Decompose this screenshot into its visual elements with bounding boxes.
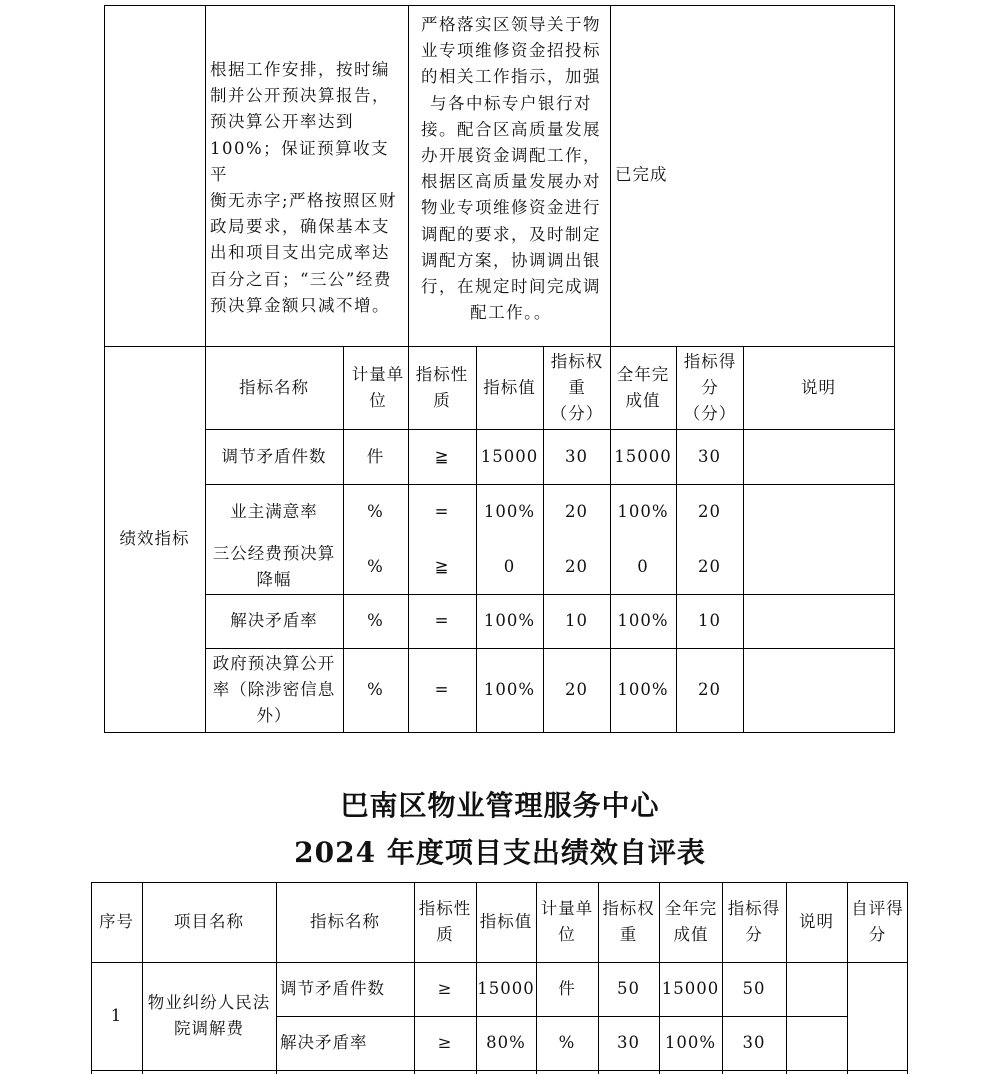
header-weight: 指标权重（分）: [550, 351, 604, 423]
bheader-seq: 序号: [99, 912, 134, 931]
row2-score: 20: [698, 501, 721, 521]
row3-name: 三公经费预决算降幅: [212, 543, 336, 589]
row2-name: 业主满意率: [230, 501, 318, 521]
bheader-weight: 指标权重: [602, 899, 655, 944]
project-seq: 1: [110, 1006, 123, 1025]
project-name: 物业纠纷人民法院调解费: [147, 993, 271, 1038]
row2-value: 100%: [483, 501, 536, 521]
row1-weight: 30: [565, 446, 588, 466]
row3-completed: 0: [637, 556, 649, 576]
bheader-project: 项目名称: [174, 912, 244, 931]
bheader-unit: 计量单位: [540, 899, 594, 944]
brow2-name: 解决矛盾率: [280, 1033, 368, 1052]
brow1-weight: 50: [617, 979, 640, 998]
row1-unit: 件: [366, 446, 385, 466]
brow2-unit: %: [558, 1033, 576, 1052]
row5-completed: 100%: [617, 680, 669, 699]
header-nature: 指标性质: [415, 364, 469, 410]
row3-score: 20: [698, 556, 721, 576]
brow2-score: 30: [742, 1033, 766, 1052]
bheader-nature: 指标性质: [418, 899, 472, 944]
header-value: 指标值: [483, 377, 536, 397]
row3-nature: ≧: [434, 556, 450, 576]
row5-nature: =: [434, 680, 450, 699]
goal-description: 根据工作安排，按时编 制并公开预决算报告， 预决算公开率达到 100%；保证预算收支平 衡无赤字;严格按照区财 政局要求，确保基本支 出和项目支出完成率达 百分之百；“三公”经费 预决算金额只减不增。: [210, 60, 398, 315]
row5-value: 100%: [483, 680, 536, 699]
document-title: 巴南区物业管理服务中心: [340, 789, 660, 822]
row5-unit: %: [367, 680, 384, 699]
brow1-value: 15000: [477, 979, 535, 998]
row5-weight: 20: [565, 680, 588, 699]
row5-name: 政府预决算公开率（除涉密信息外）: [212, 654, 336, 725]
header-unit: 计量单位: [351, 364, 405, 410]
row3-unit: %: [367, 556, 384, 576]
status-text: 已完成: [615, 165, 668, 184]
row4-name: 解决矛盾率: [230, 611, 318, 630]
row4-value: 100%: [483, 611, 536, 630]
row5-score: 20: [698, 680, 721, 699]
header-completed: 全年完成值: [616, 364, 670, 410]
row1-completed: 15000: [614, 446, 672, 466]
row1-name: 调节矛盾件数: [221, 446, 327, 466]
bheader-completed: 全年完成值: [664, 899, 718, 944]
row3-weight: 20: [565, 556, 588, 576]
brow2-completed: 100%: [664, 1033, 717, 1052]
header-score: 指标得分（分）: [683, 351, 737, 423]
row4-nature: =: [434, 611, 450, 630]
bheader-score: 指标得分: [727, 899, 781, 944]
bheader-indicator-name: 指标名称: [310, 912, 380, 931]
header-indicator-name: 指标名称: [239, 377, 309, 397]
row2-nature: =: [434, 501, 450, 521]
row4-weight: 10: [565, 611, 588, 630]
row1-value: 15000: [480, 446, 539, 466]
row3-value: 0: [503, 556, 516, 576]
bheader-self-score: 自评得分: [851, 899, 904, 944]
row2-completed: 100%: [617, 501, 669, 521]
work-description: 严格落实区领导关于物 业专项维修资金招投标 的相关工作指示，加强 与各中标专户银行对 接。配合区高质量发展 办开展资金调配工作， 根据区高质量发展办对 物业专项维修资金进行 调配的要求，及时制定 调配方案，协调调出银 行，在规定时间完成调 配工作。。: [421, 15, 601, 323]
brow1-name: 调节矛盾件数: [280, 979, 385, 998]
brow2-nature: ≥: [437, 1033, 453, 1052]
bheader-note: 说明: [799, 912, 834, 931]
document-subtitle: 2024 年度项目支出绩效自评表: [294, 836, 706, 869]
row2-weight: 20: [565, 501, 588, 521]
brow1-nature: ≥: [437, 979, 453, 998]
brow1-completed: 15000: [661, 979, 720, 998]
header-note: 说明: [801, 377, 836, 397]
row2-unit: %: [367, 501, 384, 521]
bheader-value: 指标值: [479, 912, 533, 931]
brow1-score: 50: [742, 979, 766, 998]
row1-score: 30: [698, 446, 721, 466]
brow2-value: 80%: [486, 1033, 526, 1052]
section-label: 绩效指标: [119, 529, 190, 548]
row4-completed: 100%: [617, 611, 669, 630]
brow2-weight: 30: [617, 1033, 640, 1052]
row1-nature: ≧: [434, 446, 450, 466]
brow1-unit: 件: [558, 979, 576, 998]
row4-unit: %: [367, 611, 384, 630]
row4-score: 10: [698, 611, 721, 630]
